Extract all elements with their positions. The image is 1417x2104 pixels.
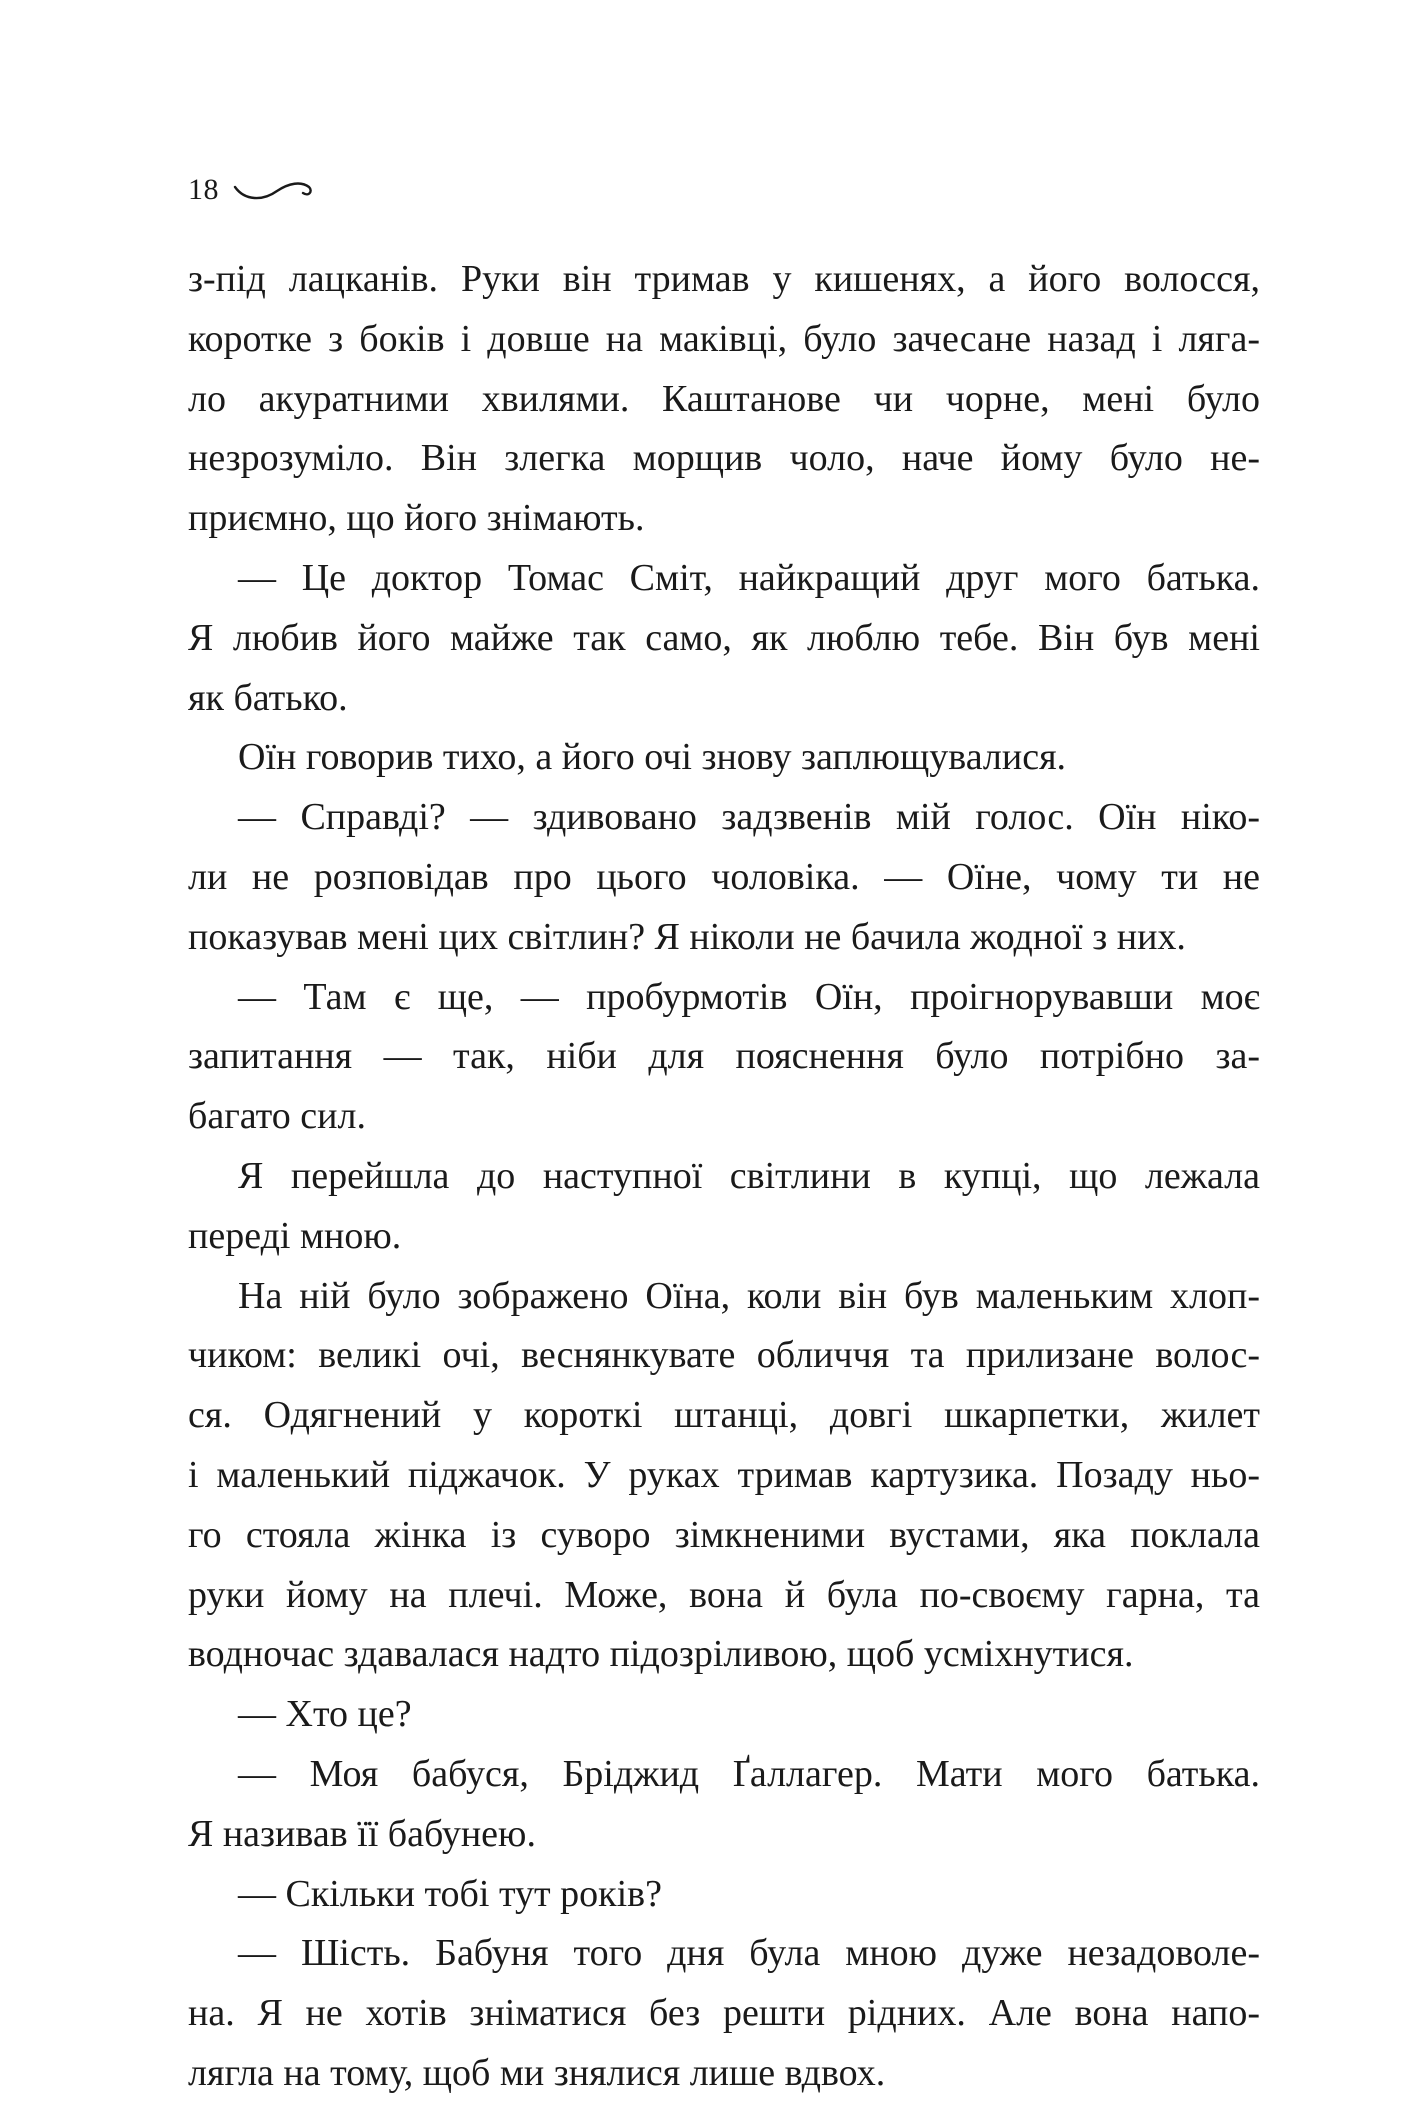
text-line: запитання — так, ніби для пояснення було потрібно за- [188, 1035, 1260, 1078]
text-line: лягла на тому, щоб ми знялися лише вдвох. [188, 2051, 886, 2094]
paragraph-first-line: — Моя бабуся, Бріджид Ґаллагер. Мати мого батька. [238, 1752, 1260, 1795]
text-line: Я називав її бабунею. [188, 1812, 536, 1855]
running-head [188, 168, 313, 212]
text-line: приємно, що його знімають. [188, 497, 645, 540]
text-line: і маленький піджачок. У руках тримав картузика. Позаду ньо- [188, 1453, 1260, 1496]
text-line: показував мені цих світлин? Я ніколи не бачила жодної з них. [188, 915, 1186, 958]
text-line: переді мною. [188, 1214, 402, 1257]
text-line: на. Я не хотів зніматися без решти рідних. Але вона напо- [188, 1992, 1260, 2035]
swash-ornament-icon [233, 175, 313, 205]
text-line: коротке з боків і довше на маківці, було зачесане назад і лягa- [188, 317, 1260, 360]
paragraph-first-line: — Скільки тобі тут років? [238, 1872, 662, 1915]
paragraph-first-line: На ній було зображено Оїна, коли він був маленьким хлоп- [238, 1274, 1260, 1317]
paragraph-first-line: — Справді? — здивовано задзвенів мій голос. Оїн ніко- [238, 796, 1260, 839]
text-line: ся. Одягнений у короткі штанці, довгі шкарпетки, жилет [188, 1394, 1260, 1437]
paragraph-first-line: — Це доктор Томас Сміт, найкращий друг мого батька. [238, 556, 1260, 599]
text-line: ли не розповідав про цього чоловіка. — Оїне, чому ти не [188, 855, 1260, 898]
text-line: руки йому на плечі. Може, вона й була по-своєму гарна, та [188, 1573, 1260, 1616]
text-line: з-під лацканів. Руки він тримав у кишенях, а його волосся, [188, 258, 1260, 300]
text-line: Я любив його майже так само, як люблю тебе. Він був мені [188, 616, 1260, 659]
text-line: незрозуміло. Він злегка морщив чоло, наче йому було не- [188, 437, 1260, 480]
paragraph-first-line: Я перейшла до наступної світлини в купці, що лежала [238, 1154, 1260, 1197]
text-line: водночас здавалася надто підозріливою, щоб усміхнутися. [188, 1633, 1134, 1676]
body-text [188, 250, 1260, 2104]
text-line: чиком: великі очі, веснянкувате обличчя та прилизане волос- [188, 1334, 1260, 1377]
paragraph-first-line: — Там є ще, — пробурмотів Оїн, проігнорувавши моє [238, 975, 1260, 1018]
text-line: ло акуратними хвилями. Каштанове чи чорне, мені було [188, 377, 1260, 420]
page-number: 18 [188, 173, 219, 206]
paragraph-first-line: — Хто це? [238, 1693, 412, 1736]
paragraph-first-line: — Шість. Бабуня того дня була мною дуже незадоволе- [238, 1932, 1260, 1975]
text-line: як батько. [188, 676, 348, 719]
paragraph-first-line: Оїн говорив тихо, а його очі знову заплющувалися. [238, 736, 1067, 779]
text-line: багато сил. [188, 1095, 366, 1138]
text-line: го стояла жінка із суворо зімкненими вустами, яка поклала [188, 1513, 1260, 1556]
